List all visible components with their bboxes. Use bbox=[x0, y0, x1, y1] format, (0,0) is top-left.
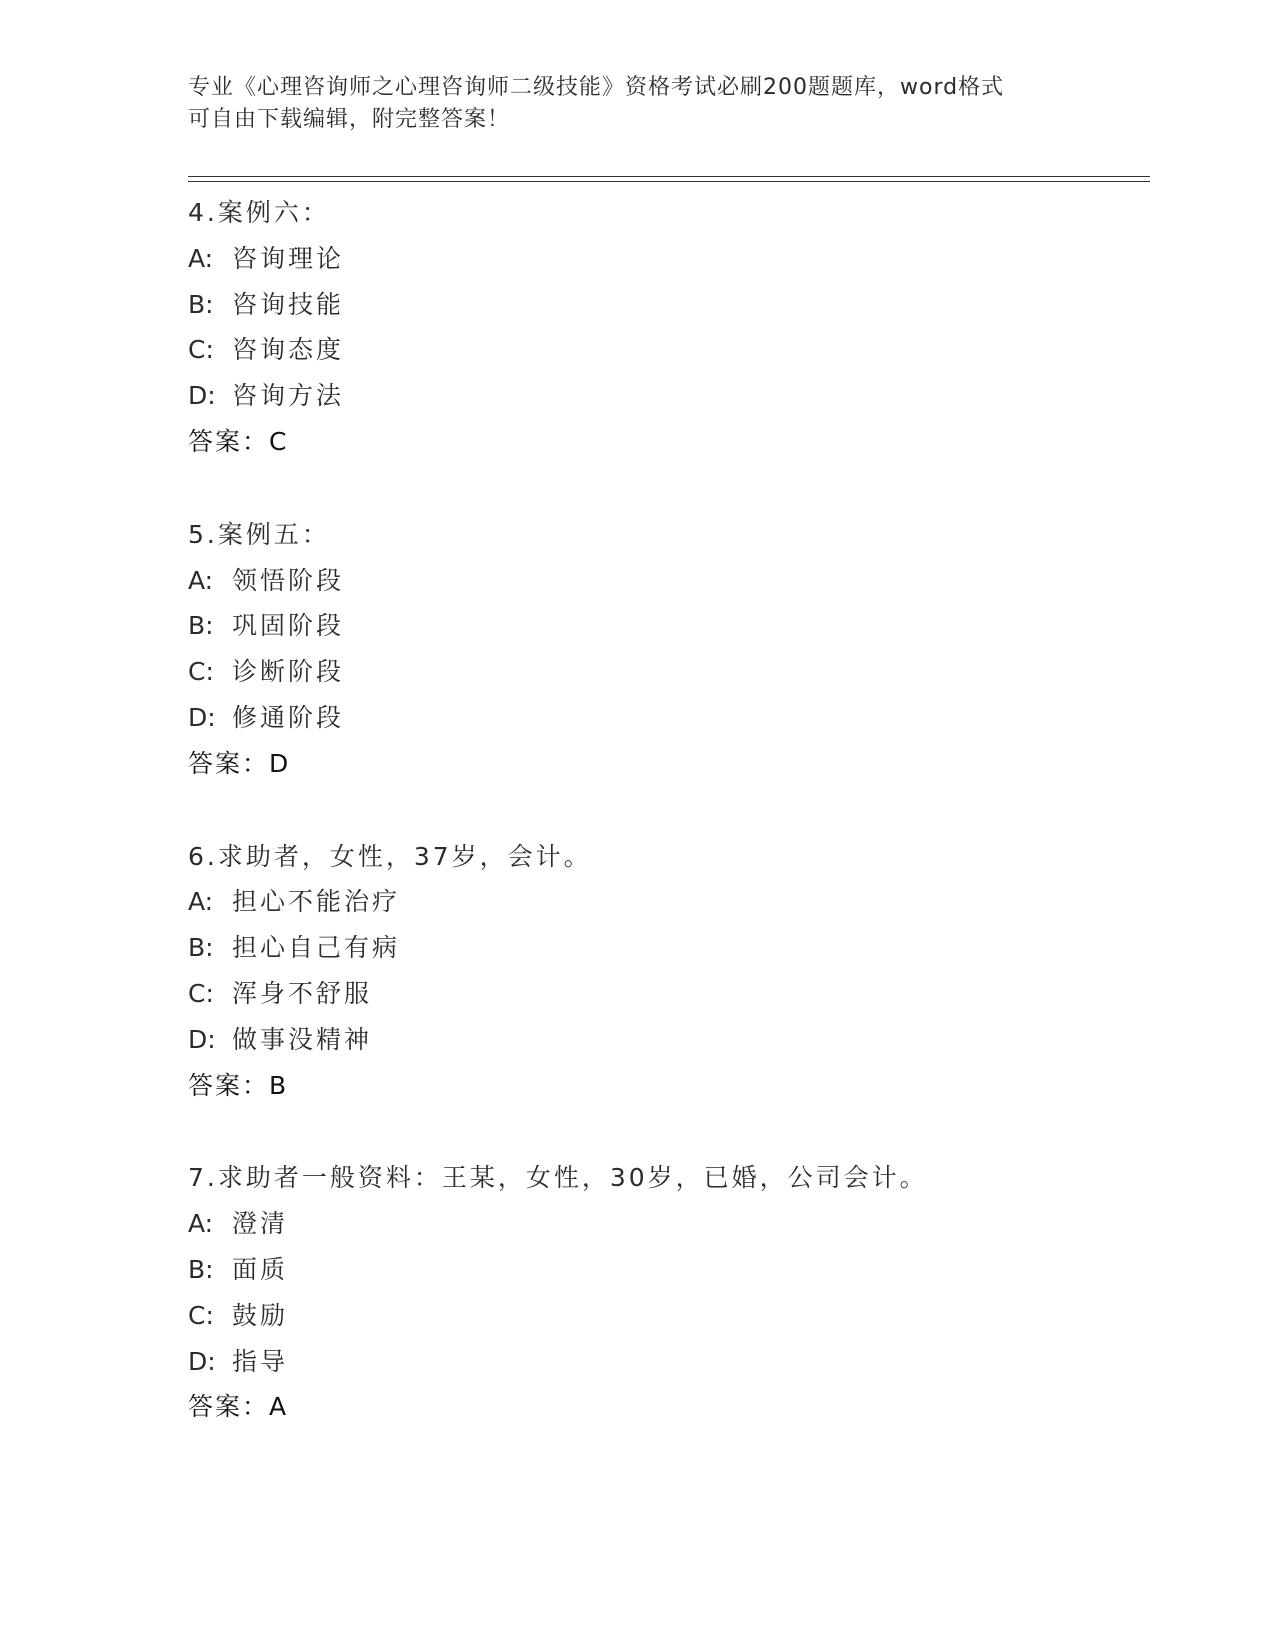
option-text: 诊断阶段 bbox=[232, 657, 345, 687]
option-letter: D: bbox=[188, 702, 216, 732]
question-7 bbox=[188, 1155, 1148, 1430]
option-letter: A: bbox=[188, 887, 214, 917]
question-4 bbox=[188, 190, 1148, 465]
option-letter: A: bbox=[188, 243, 214, 273]
question-stem: 5.案例五： bbox=[188, 519, 330, 549]
option-letter: C: bbox=[188, 978, 214, 1008]
option-text: 咨询技能 bbox=[232, 289, 345, 319]
option-letter: D: bbox=[188, 381, 216, 411]
option-text: 咨询理论 bbox=[232, 243, 345, 273]
option-letter: B: bbox=[188, 289, 214, 319]
option-b bbox=[188, 282, 1148, 328]
option-letter: C: bbox=[188, 1300, 214, 1330]
option-d bbox=[188, 695, 1148, 741]
option-letter: D: bbox=[188, 1024, 216, 1054]
option-c bbox=[188, 971, 1148, 1017]
option-text: 浑身不舒服 bbox=[232, 978, 373, 1008]
option-text: 咨询态度 bbox=[232, 335, 345, 365]
question-5 bbox=[188, 512, 1148, 787]
option-c bbox=[188, 1293, 1148, 1339]
option-c bbox=[188, 649, 1148, 695]
option-a bbox=[188, 1201, 1148, 1247]
document-header bbox=[188, 72, 1088, 136]
option-c bbox=[188, 327, 1148, 373]
option-text: 担心自己有病 bbox=[232, 933, 401, 963]
option-a bbox=[188, 558, 1148, 604]
option-letter: A: bbox=[188, 1209, 214, 1239]
option-b bbox=[188, 1247, 1148, 1293]
option-letter: D: bbox=[188, 1346, 216, 1376]
option-letter: B: bbox=[188, 611, 214, 641]
option-letter: A: bbox=[188, 565, 214, 595]
question-stem: 7.求助者一般资料：王某，女性，30岁，已婚，公司会计。 bbox=[188, 1163, 928, 1193]
option-letter: C: bbox=[188, 657, 214, 687]
option-text: 担心不能治疗 bbox=[232, 887, 401, 917]
header-line-1: 专业《心理咨询师之心理咨询师二级技能》资格考试必刷200题题库，word格式 bbox=[188, 75, 1005, 100]
option-d bbox=[188, 1339, 1148, 1385]
option-text: 修通阶段 bbox=[232, 702, 345, 732]
option-a bbox=[188, 879, 1148, 925]
question-stem: 6.求助者，女性，37岁，会计。 bbox=[188, 841, 592, 871]
option-text: 巩固阶段 bbox=[232, 611, 345, 641]
option-b bbox=[188, 925, 1148, 971]
option-text: 鼓励 bbox=[232, 1300, 289, 1330]
option-letter: B: bbox=[188, 933, 214, 963]
answer-line: 答案：A bbox=[188, 1392, 289, 1422]
option-letter: B: bbox=[188, 1254, 214, 1284]
option-text: 做事没精神 bbox=[232, 1024, 373, 1054]
option-a bbox=[188, 236, 1148, 282]
option-text: 咨询方法 bbox=[232, 381, 345, 411]
question-list bbox=[188, 190, 1148, 1477]
answer-line: 答案：D bbox=[188, 748, 291, 778]
option-text: 领悟阶段 bbox=[232, 565, 345, 595]
option-d bbox=[188, 373, 1148, 419]
option-b bbox=[188, 603, 1148, 649]
option-text: 指导 bbox=[232, 1346, 289, 1376]
answer-line: 答案：C bbox=[188, 426, 289, 456]
question-stem: 4.案例六： bbox=[188, 198, 330, 227]
question-6 bbox=[188, 834, 1148, 1109]
option-text: 澄清 bbox=[232, 1209, 289, 1239]
option-d bbox=[188, 1017, 1148, 1063]
answer-line: 答案：B bbox=[188, 1070, 289, 1100]
header-divider-top bbox=[188, 176, 1150, 177]
option-letter: C: bbox=[188, 335, 214, 365]
header-divider-bottom bbox=[188, 181, 1150, 182]
header-line-2: 可自由下载编辑，附完整答案！ bbox=[188, 107, 511, 132]
option-text: 面质 bbox=[232, 1254, 289, 1284]
